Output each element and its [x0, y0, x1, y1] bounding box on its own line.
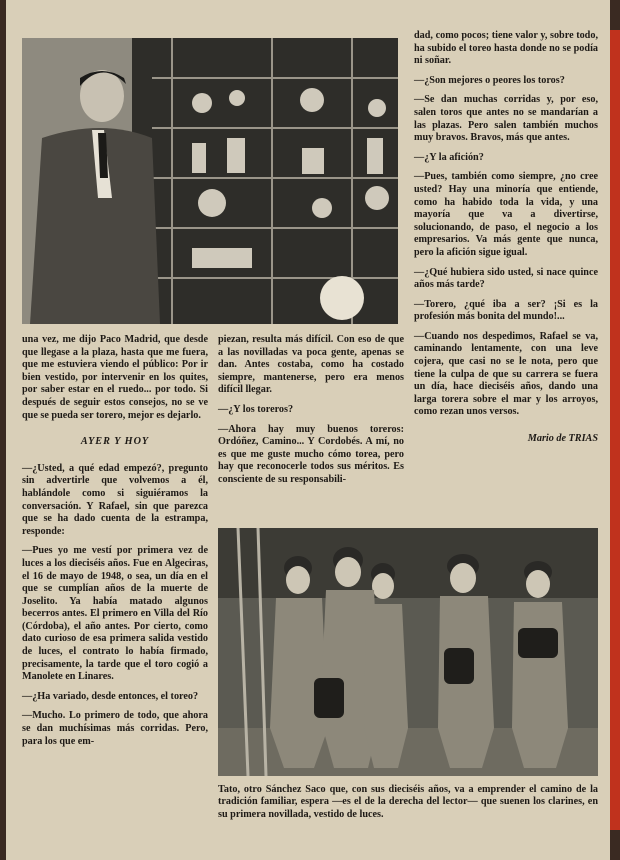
red-edge-bar: [610, 30, 620, 830]
paragraph: —Cuando nos despedimos, Rafael se va, caminando lentamente, con una leve cojera, que casi no se le nota, pero que tiene la culpa de que su carrera se fuera un día, hace dieciséis años, dando una larga torera sobre el mar y los arroyos, como rezan unos versos.: [414, 330, 598, 418]
paragraph: piezan, resulta más difícil. Con eso de que a las novilladas va poca gente, apenas se dan. Antes costaba, como ha costado siempre, mantenerse, pero era menos difícil llegar.: [218, 334, 404, 396]
paragraph: —¿Son mejores o peores los toros?: [414, 74, 565, 86]
paragraph: —Se dan muchas corridas y, por eso, salen toros que antes no se mandarían a las plazas. Pero salen también muchos muy bravos. Bravos, más que antes.: [414, 94, 598, 144]
section-subheading: AYER Y HOY: [80, 436, 150, 448]
paragraph: —¿Y los toreros?: [218, 403, 294, 415]
text-column-1: [22, 334, 208, 755]
paragraph: —¿Ha variado, desde entonces, el toreo?: [22, 690, 199, 702]
photo-man-with-trophies-image: [22, 38, 398, 324]
photo-man-with-trophies: [22, 38, 398, 324]
paragraph: —Mucho. Lo primero de todo, que ahora se dan muchísimas más corridas. Pero, para los que em-: [22, 710, 208, 747]
paragraph: —¿Y la afición?: [414, 151, 484, 163]
paragraph: —Pues yo me vestí por primera vez de luces a los dieciséis años. Fue en Algeciras, el 16 de mayo de 1948, o sea, un día en el que se cumplían años de la muerte de Joselito. Ya había matado algunos becerros antes. El primero en Villa del Río (Córdoba), el año antes. Por cierto, como dato curioso de esa primera salida vestido de luces, el contrato lo había firmado, precisamente, la tarde que el toro cogió a Manolete en Linares.: [22, 545, 208, 683]
photo-caption: Tato, otro Sánchez Saco que, con sus dieciséis años, va a emprender el camino de la tradición familiar, espera —es el de la derecha del lector— que suenen los clarines, en su primera novillada, vestido de luces.: [218, 784, 598, 820]
paragraph: —¿Qué hubiera sido usted, si nace quince años más tarde?: [414, 266, 598, 291]
paragraph: —Pues, también como siempre, ¿no cree usted? Hay una minoría que entiende, como ha habido toda la vida, y una mayoría que va a divertirse, solucionando, de paso, el negocio a los empresarios. Va más gente que nunca, pero la afición sigue igual.: [414, 171, 598, 258]
text-column-3: [414, 30, 598, 453]
paragraph: —Torero, ¿qué iba a ser? ¡Si es la profesión más bonita del mundo!...: [414, 298, 598, 323]
author-signature: Mario de TRIAS: [527, 433, 598, 445]
photo-bullfighters: [218, 528, 598, 776]
paragraph: —¿Usted, a qué edad empezó?, pregunto sin advertirle que volvemos a él, hablándole como si siguiéramos la conversación. Y Rafael, sin que parezca que se ha dado cuenta de la estrampa, responde:: [22, 462, 208, 537]
paragraph: dad, como pocos; tiene valor y, sobre todo, ha subido el toreo hasta donde no se podía ni soñar.: [414, 30, 598, 67]
paragraph: una vez, me dijo Paco Madrid, que desde que llegase a la plaza, hasta que me fuera, que me estuviera viendo el público: Por ir bien vestido, por intervenir en los quites, por saber estar en el ruedo... por todo. Si después de seguir estos consejos, no se ve que se pueda ser torero, mejor es dejarlo.: [22, 334, 208, 421]
photo-bullfighters-image: [218, 528, 598, 776]
text-column-2: [218, 334, 404, 494]
paragraph: —Ahora hay muy buenos toreros: Ordóñez, Camino... Y Cordobés. A mí, no es que me guste mucho cómo torea, pero hay que reconocerle todos sus méritos. Es consciente de su responsabili-: [218, 423, 404, 485]
